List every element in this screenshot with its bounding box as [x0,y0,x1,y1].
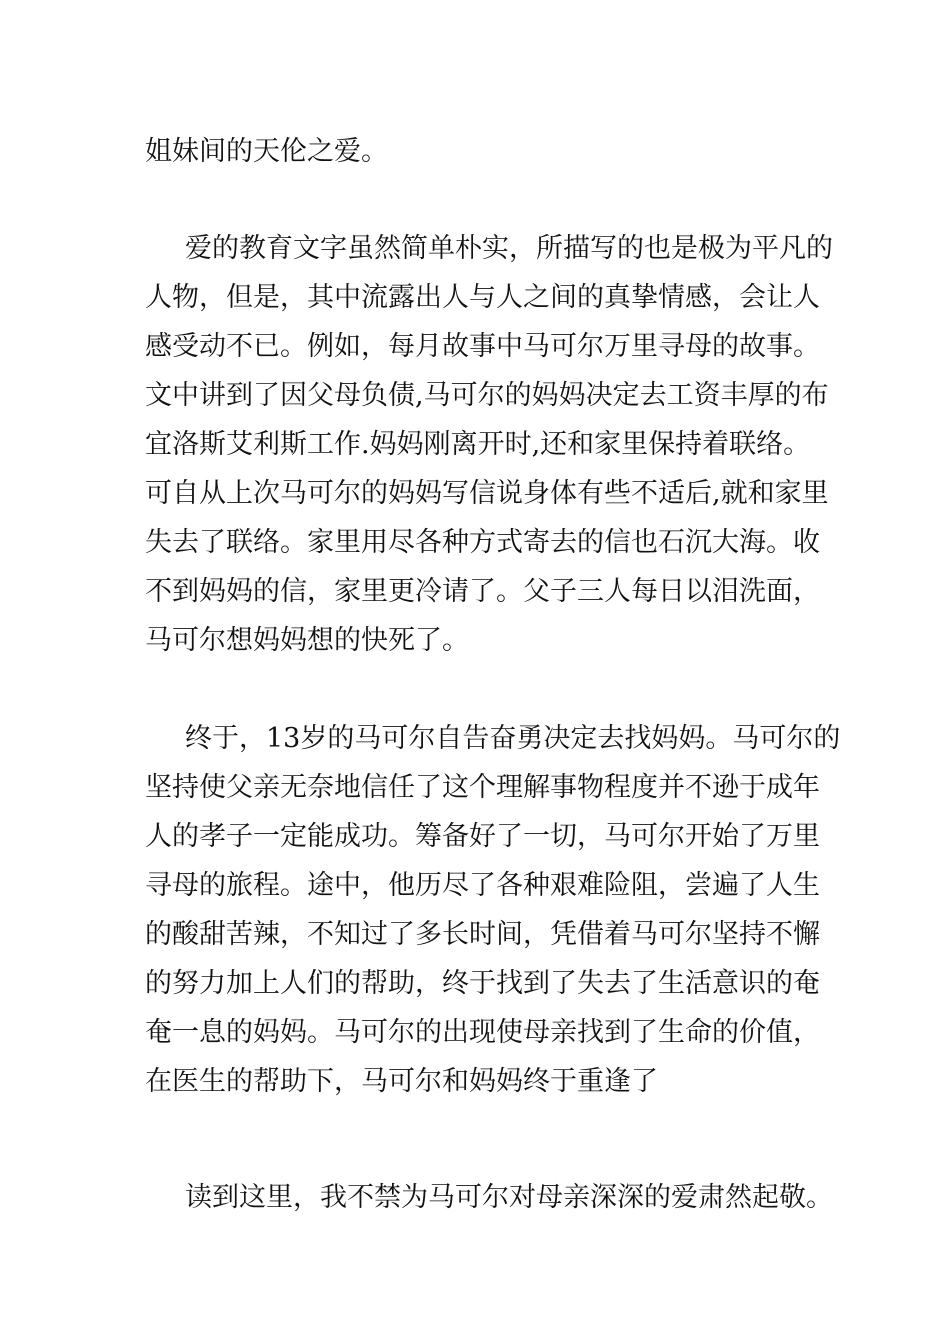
paragraph-line: 人物，但是，其中流露出人与人之间的真挚情感，会让人 [145,282,820,313]
paragraph-line: 寻母的旅程。途中，他历尽了各种艰难险阻，尝遍了人生 [145,870,820,901]
paragraph-2 [145,224,833,665]
paragraph-line: 的酸甜苦辣，不知过了多长时间，凭借着马可尔坚持不懈 [145,919,820,950]
paragraph-line: 爱的教育文字虽然简单朴实，所描写的也是极为平凡的 [185,233,833,264]
paragraph-4 [145,1173,833,1222]
paragraph-line: 马可尔想妈妈想的快死了。 [145,625,469,656]
paragraph-line: 坚持使父亲无奈地信任了这个理解事物程度并不逊于成年 [145,772,820,803]
paragraph-3 [145,714,841,1106]
paragraph-line: 文中讲到了因父母负债,马可尔的妈妈决定去工资丰厚的布 [145,380,829,411]
paragraph-1 [145,127,815,176]
paragraph-line: 不到妈妈的信，家里更冷请了。父子三人每日以泪洗面， [145,576,820,607]
paragraph-line: 在医生的帮助下，马可尔和妈妈终于重逢了 [145,1066,658,1097]
paragraph-line: 人的孝子一定能成功。筹备好了一切，马可尔开始了万里 [145,821,820,852]
paragraph-line: 奄一息的妈妈。马可尔的出现使母亲找到了生命的价值， [145,1017,820,1048]
paragraph-line: 姐妹间的天伦之爱。 [145,136,388,167]
paragraph-line: 的努力加上人们的帮助，终于找到了失去了生活意识的奄 [145,968,820,999]
paragraph-line: 终于，13岁的马可尔自告奋勇决定去找妈妈。马可尔的 [185,723,841,754]
paragraph-line: 感受动不已。例如，每月故事中马可尔万里寻母的故事。 [145,331,820,362]
paragraph-line: 失去了联络。家里用尽各种方式寄去的信也石沉大海。收 [145,527,820,558]
paragraph-line: 读到这里，我不禁为马可尔对母亲深深的爱肃然起敬。 [185,1182,833,1213]
paragraph-line: 可自从上次马可尔的妈妈写信说身体有些不适后,就和家里 [145,478,829,509]
paragraph-line: 宜洛斯艾利斯工作.妈妈刚离开时,还和家里保持着联络。 [145,429,811,460]
